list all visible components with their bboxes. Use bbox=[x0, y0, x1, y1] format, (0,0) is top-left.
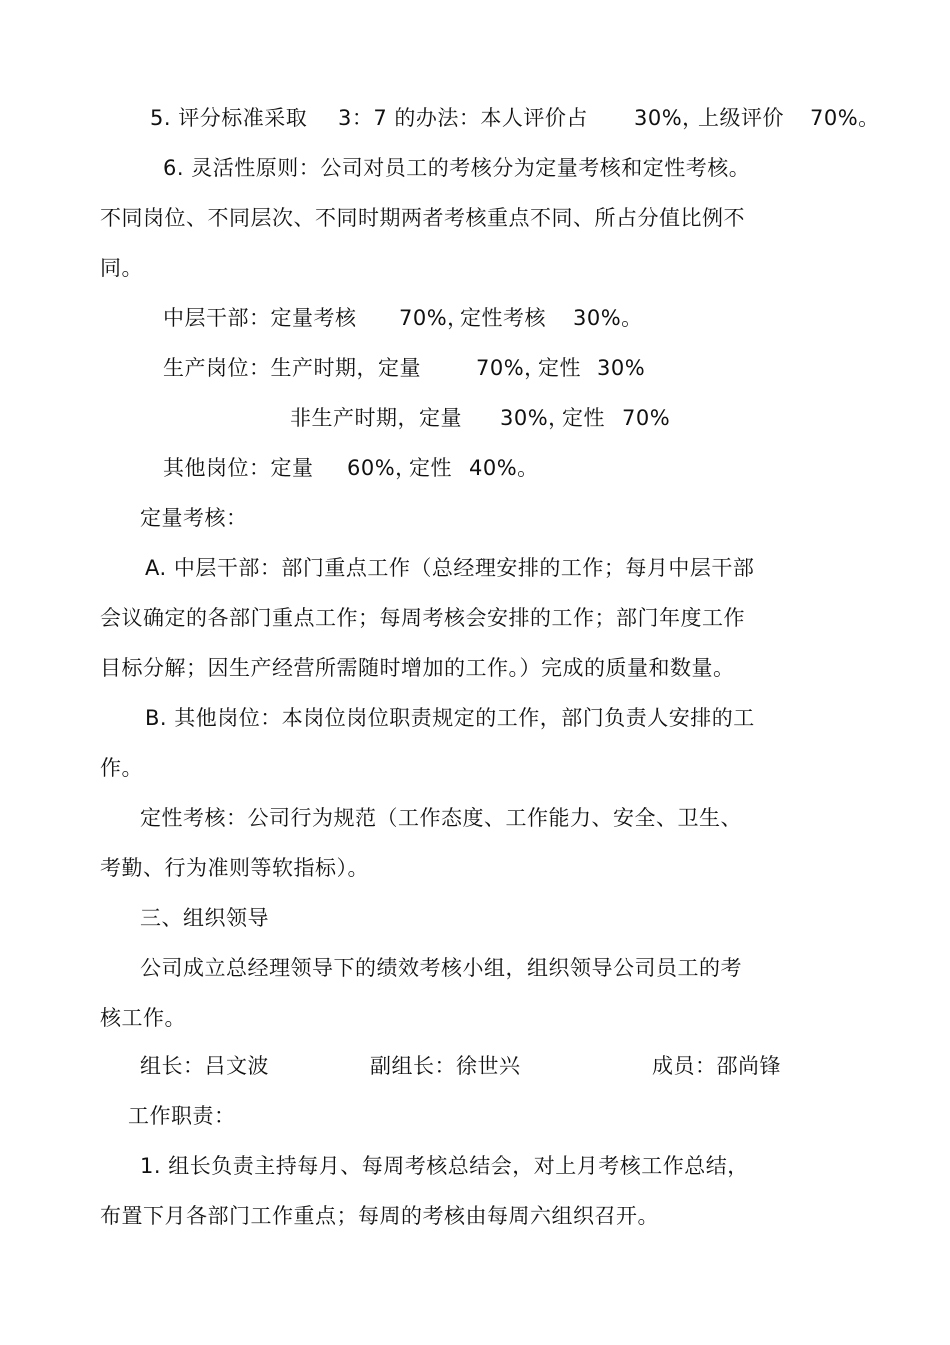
paragraph-line: 考勤、行为准则等软指标）。 bbox=[100, 856, 369, 880]
middle-manager-quantitative-label: 中层干部：定量考核 bbox=[163, 306, 357, 330]
other-post-qualitative-label: 定性 bbox=[409, 456, 452, 480]
paragraph-line: 同。 bbox=[100, 256, 143, 280]
non-production-quantitative-label: 非生产时期，定量 bbox=[290, 406, 462, 430]
self-eval-percent: 30%， bbox=[634, 106, 704, 130]
qualitative-assessment-line: 定性考核：公司行为规范（工作态度、工作能力、安全、卫生、 bbox=[140, 806, 742, 830]
non-production-qualitative-label: 定性 bbox=[562, 406, 605, 430]
team-member: 成员：邵尚锋 bbox=[652, 1054, 781, 1078]
production-period-qualitative-label: 定性 bbox=[538, 356, 581, 380]
duties-heading: 工作职责： bbox=[128, 1104, 236, 1128]
other-post-quantitative-percent: 60%， bbox=[347, 456, 417, 480]
team-deputy-leader: 副组长：徐世兴 bbox=[370, 1054, 521, 1078]
team-leader: 组长：吕文波 bbox=[140, 1054, 269, 1078]
paragraph-line: 作。 bbox=[100, 756, 143, 780]
paragraph-line: 核工作。 bbox=[100, 1006, 186, 1030]
middle-manager-qualitative-label: 定性考核 bbox=[460, 306, 546, 330]
scoring-ratio-text: 3：7 的办法：本人评价占 bbox=[338, 106, 588, 130]
other-post-quantitative-label: 其他岗位：定量 bbox=[163, 456, 314, 480]
middle-manager-qualitative-percent: 30%。 bbox=[573, 306, 643, 330]
flexibility-principle-line: 6. 灵活性原则：公司对员工的考核分为定量考核和定性考核。 bbox=[163, 156, 751, 180]
paragraph-line: 1. 组长负责主持每月、每周考核总结会，对上月考核工作总结， bbox=[140, 1154, 749, 1178]
superior-eval-label: 上级评价 bbox=[698, 106, 784, 130]
scoring-standard-label: 5. 评分标准采取 bbox=[150, 106, 308, 130]
middle-manager-quantitative-percent: 70%， bbox=[399, 306, 469, 330]
paragraph-line: 会议确定的各部门重点工作；每周考核会安排的工作；部门年度工作 bbox=[100, 606, 745, 630]
quantitative-assessment-heading: 定量考核： bbox=[140, 506, 248, 530]
production-period-quantitative-percent: 70%， bbox=[476, 356, 546, 380]
paragraph-line: B. 其他岗位：本岗位岗位职责规定的工作，部门负责人安排的工 bbox=[145, 706, 755, 730]
paragraph-line: 目标分解；因生产经营所需随时增加的工作。）完成的质量和数量。 bbox=[100, 656, 735, 680]
superior-eval-percent: 70%。 bbox=[810, 106, 880, 130]
section-heading: 三、组织领导 bbox=[140, 906, 269, 930]
non-production-quantitative-percent: 30%， bbox=[500, 406, 570, 430]
paragraph-line: 布置下月各部门工作重点；每周的考核由每周六组织召开。 bbox=[100, 1204, 659, 1228]
paragraph-line: A. 中层干部：部门重点工作（总经理安排的工作；每月中层干部 bbox=[145, 556, 755, 580]
non-production-qualitative-percent: 70% bbox=[622, 406, 671, 430]
paragraph-line: 不同岗位、不同层次、不同时期两者考核重点不同、所占分值比例不 bbox=[100, 206, 745, 230]
paragraph-line: 公司成立总经理领导下的绩效考核小组，组织领导公司员工的考 bbox=[140, 956, 742, 980]
other-post-qualitative-percent: 40%。 bbox=[469, 456, 539, 480]
production-period-qualitative-percent: 30% bbox=[597, 356, 646, 380]
production-period-quantitative-label: 生产岗位：生产时期，定量 bbox=[163, 356, 421, 380]
